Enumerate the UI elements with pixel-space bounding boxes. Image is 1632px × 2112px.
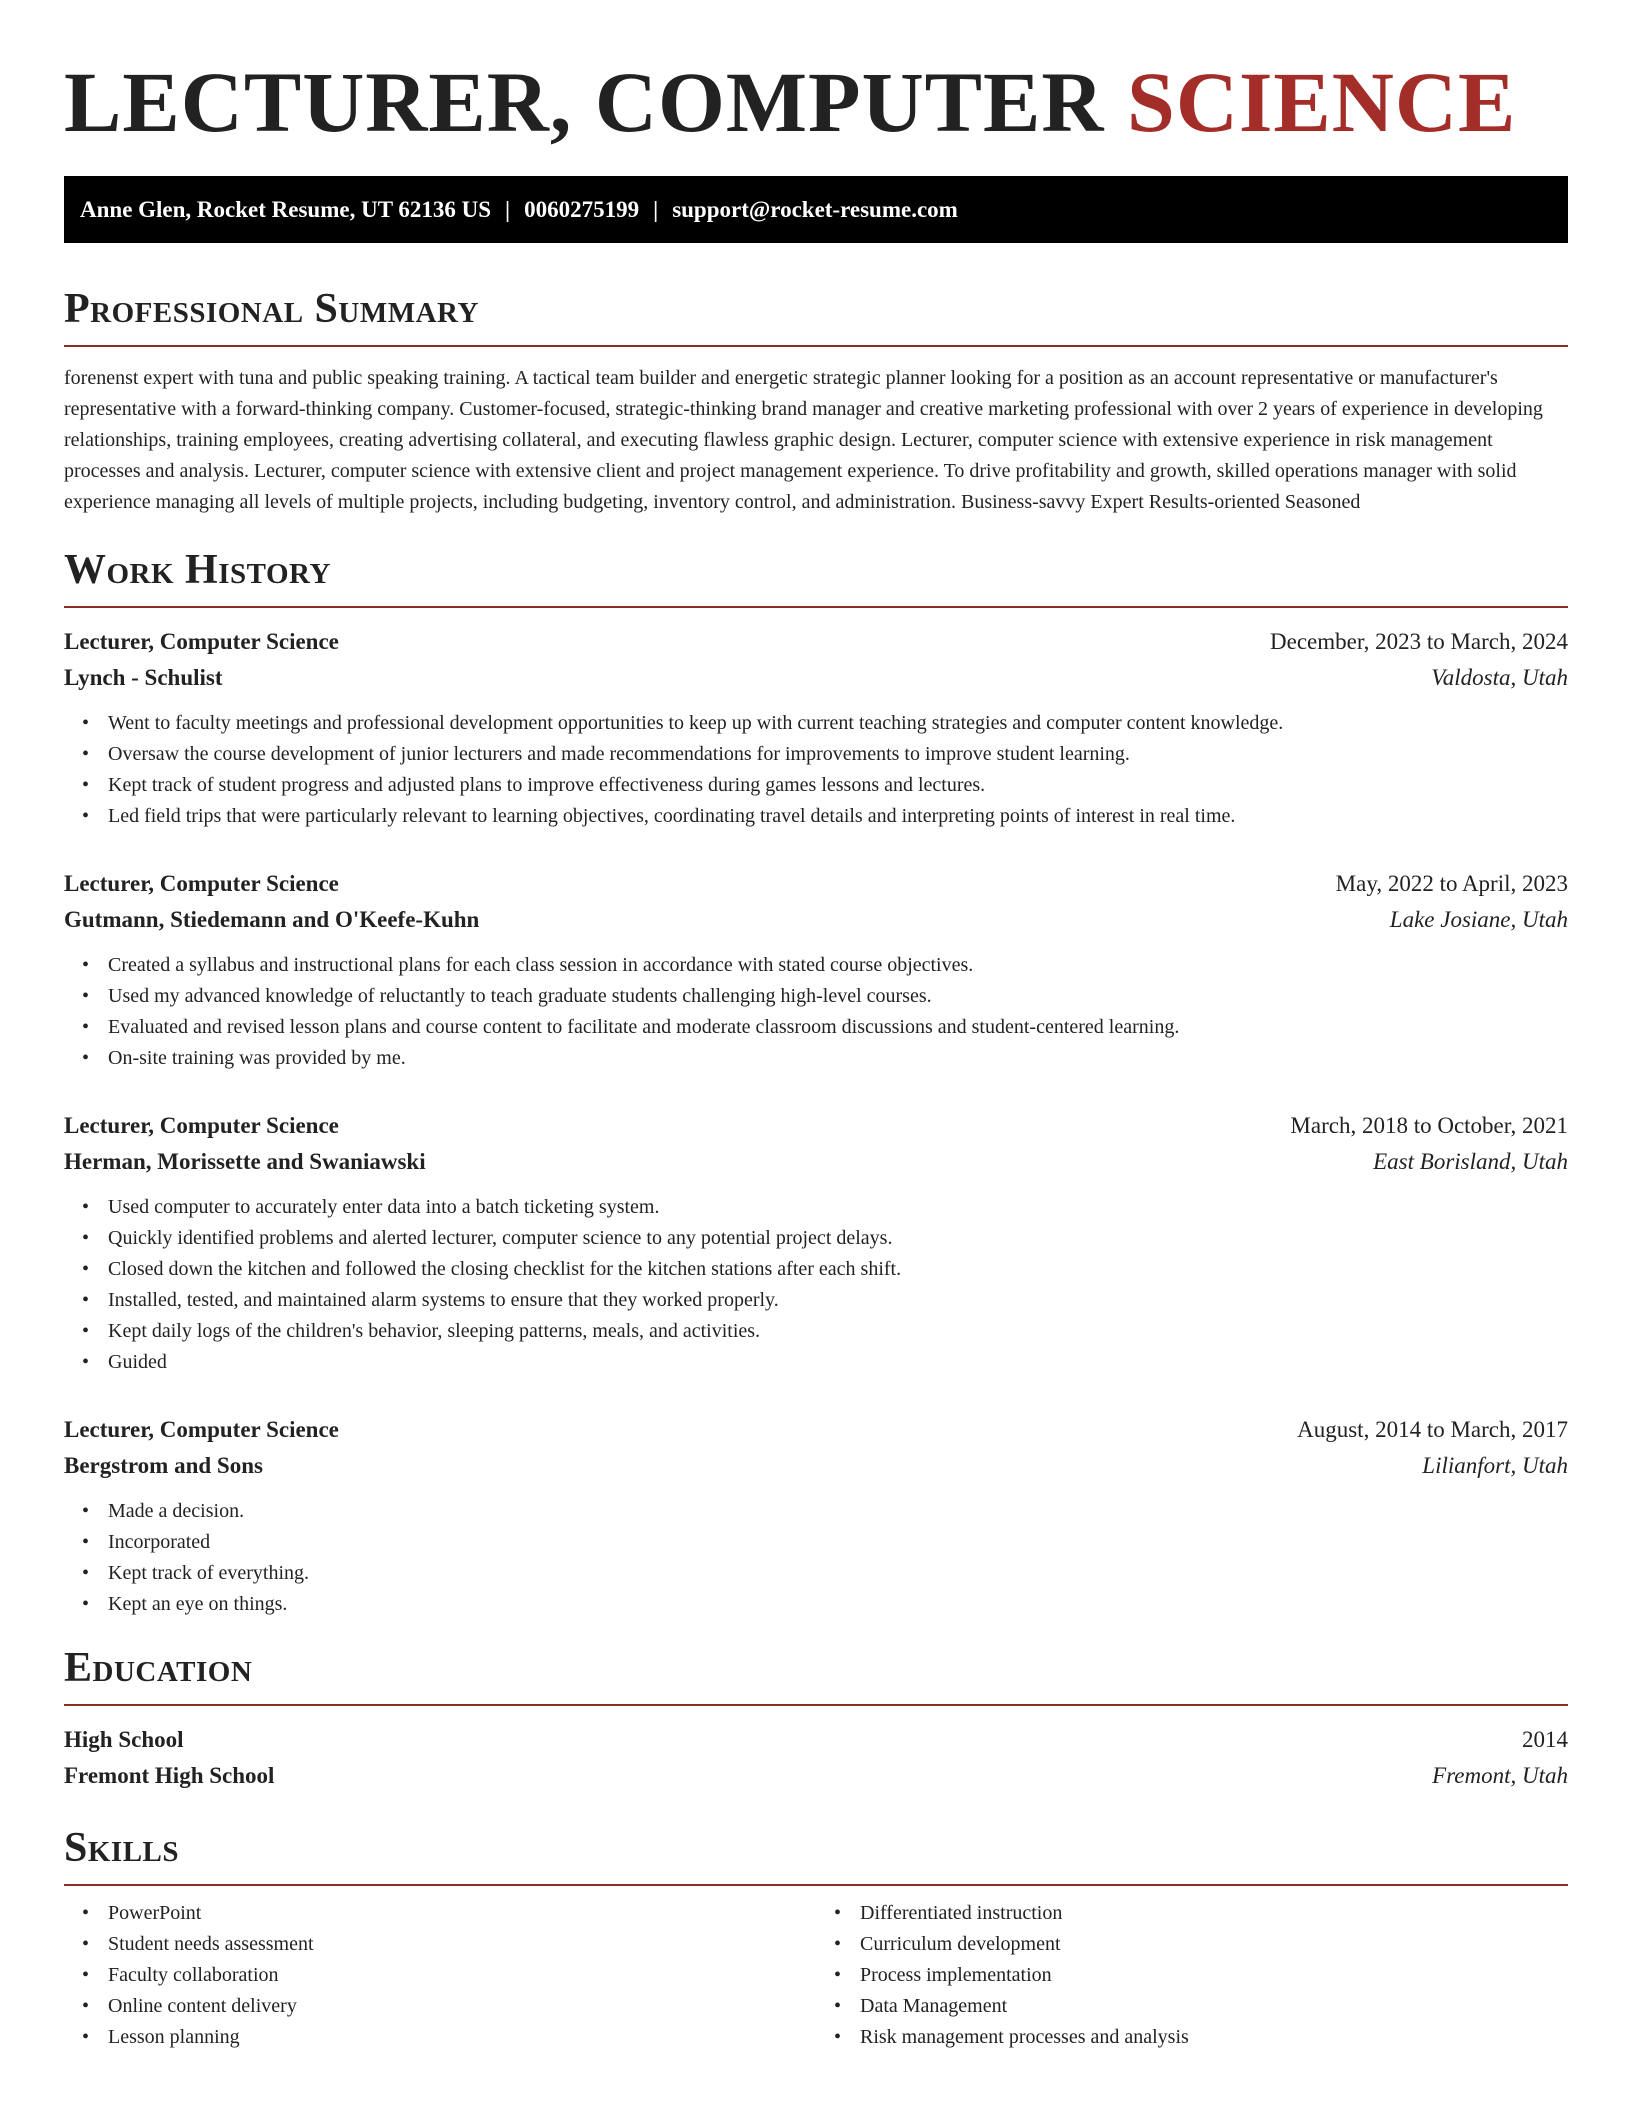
job-entry	[64, 1412, 1568, 1620]
job-bullets	[64, 1496, 1568, 1620]
skill-item: • Differentiated instruction	[860, 1898, 1568, 1929]
education-school-row	[64, 1758, 1568, 1794]
job-title: Lecturer, Computer Science	[64, 871, 339, 896]
job-dates: August, 2014 to March, 2017	[1297, 1417, 1568, 1442]
job-bullet: • Made a decision.	[108, 1496, 1568, 1527]
skills-columns	[64, 1886, 1568, 2053]
job-bullet: • Created a syllabus and instructional plans for each class session in accordance with stated course objectives.	[108, 950, 1568, 981]
job-company: Bergstrom and Sons	[64, 1453, 263, 1478]
job-bullet: • Kept an eye on things.	[108, 1589, 1568, 1620]
job-company-row	[64, 1448, 1568, 1484]
job-location: Lilianfort, Utah	[1422, 1453, 1568, 1478]
job-bullets	[64, 708, 1568, 832]
job-header-row	[64, 1412, 1568, 1448]
skill-item: • PowerPoint	[108, 1898, 816, 1929]
education-school: Fremont High School	[64, 1763, 275, 1788]
job-bullet: • Used my advanced knowledge of reluctantly to teach graduate students challenging high-level courses.	[108, 981, 1568, 1012]
job-title: Lecturer, Computer Science	[64, 1417, 339, 1442]
job-dates: May, 2022 to April, 2023	[1335, 871, 1568, 896]
skill-item: • Lesson planning	[108, 2022, 816, 2053]
job-bullet: • Went to faculty meetings and professional development opportunities to keep up with current teaching strategies and computer content knowledge.	[108, 708, 1568, 739]
skill-item: • Process implementation	[860, 1960, 1568, 1991]
job-header-row	[64, 624, 1568, 660]
education-degree: High School	[64, 1727, 184, 1752]
contact-email: support@rocket-resume.com	[672, 197, 958, 222]
education-entry	[64, 1722, 1568, 1794]
job-bullet: • Evaluated and revised lesson plans and course content to facilitate and moderate classroom discussions and student-centered learning.	[108, 1012, 1568, 1043]
skills-list-right	[816, 1898, 1568, 2053]
work-history-section	[64, 544, 1568, 1620]
skill-item: • Data Management	[860, 1991, 1568, 2022]
job-bullet: • Kept daily logs of the children's behavior, sleeping patterns, meals, and activities.	[108, 1316, 1568, 1347]
job-bullet: • Kept track of student progress and adjusted plans to improve effectiveness during games lessons and lectures.	[108, 770, 1568, 801]
job-entry	[64, 624, 1568, 832]
title-accent: SCIENCE	[1127, 54, 1517, 150]
skill-item: • Curriculum development	[860, 1929, 1568, 1960]
skill-item: • Student needs assessment	[108, 1929, 816, 1960]
job-bullet: • Led field trips that were particularly relevant to learning objectives, coordinating travel details and interpreting points of interest in real time.	[108, 801, 1568, 832]
education-heading: Education	[64, 1642, 1568, 1706]
contact-phone: 0060275199	[524, 197, 640, 222]
job-header-row	[64, 1108, 1568, 1144]
job-entry	[64, 1108, 1568, 1378]
job-bullets	[64, 1192, 1568, 1378]
contact-address: Anne Glen, Rocket Resume, UT 62136 US	[80, 197, 492, 222]
job-bullet: • On-site training was provided by me.	[108, 1043, 1568, 1074]
job-dates: December, 2023 to March, 2024	[1270, 629, 1568, 654]
job-location: East Borisland, Utah	[1373, 1149, 1568, 1174]
job-location: Lake Josiane, Utah	[1389, 907, 1568, 932]
job-dates: March, 2018 to October, 2021	[1290, 1113, 1568, 1138]
contact-bar	[64, 176, 1568, 243]
education-location: Fremont, Utah	[1432, 1763, 1568, 1788]
job-bullet: • Incorporated	[108, 1527, 1568, 1558]
job-bullet: • Kept track of everything.	[108, 1558, 1568, 1589]
work-history-heading: Work History	[64, 544, 1568, 608]
job-location: Valdosta, Utah	[1431, 665, 1568, 690]
job-bullet: • Oversaw the course development of junior lecturers and made recommendations for improvements to improve student learning.	[108, 739, 1568, 770]
summary-heading: Professional Summary	[64, 283, 1568, 347]
skills-section	[64, 1822, 1568, 2053]
skills-list-left	[64, 1898, 816, 2053]
summary-section	[64, 283, 1568, 518]
education-degree-row	[64, 1722, 1568, 1758]
skill-item: • Faculty collaboration	[108, 1960, 816, 1991]
skills-heading: Skills	[64, 1822, 1568, 1886]
job-bullet: • Guided	[108, 1347, 1568, 1378]
job-bullet: • Used computer to accurately enter data into a batch ticketing system.	[108, 1192, 1568, 1223]
job-company: Gutmann, Stiedemann and O'Keefe-Kuhn	[64, 907, 480, 932]
job-title: Lecturer, Computer Science	[64, 1113, 339, 1138]
job-entry	[64, 866, 1568, 1074]
job-bullets	[64, 950, 1568, 1074]
skill-item: • Online content delivery	[108, 1991, 816, 2022]
job-header-row	[64, 866, 1568, 902]
summary-text: forenenst expert with tuna and public speaking training. A tactical team builder and energetic strategic planner looking for a position as an account representative or manufacturer's representative with a forward-thinking company. Customer-focused, strategic-thinking brand manager and creative marketing professional with over 2 years of experience in developing relationships, training employees, creating advertising collateral, and executing flawless graphic design. Lecturer, computer science with extensive experience in risk management processes and analysis. Lecturer, computer science with extensive client and project management experience. To drive profitability and growth, skilled operations manager with solid experience managing all levels of multiple projects, including budgeting, inventory control, and administration. Business-savvy Expert Results-oriented Seasoned	[64, 367, 1543, 513]
education-year: 2014	[1522, 1727, 1568, 1752]
job-company: Herman, Morissette and Swaniawski	[64, 1149, 426, 1174]
job-company: Lynch - Schulist	[64, 665, 223, 690]
job-company-row	[64, 1144, 1568, 1180]
job-bullet: • Closed down the kitchen and followed the closing checklist for the kitchen stations after each shift.	[108, 1254, 1568, 1285]
job-company-row	[64, 660, 1568, 696]
page-title	[64, 0, 1568, 150]
job-title: Lecturer, Computer Science	[64, 629, 339, 654]
contact-separator: |	[653, 197, 659, 222]
job-bullet: • Installed, tested, and maintained alarm systems to ensure that they worked properly.	[108, 1285, 1568, 1316]
job-company-row	[64, 902, 1568, 938]
skill-item: • Risk management processes and analysis	[860, 2022, 1568, 2053]
job-bullet: • Quickly identified problems and alerted lecturer, computer science to any potential project delays.	[108, 1223, 1568, 1254]
contact-separator: |	[505, 197, 511, 222]
title-main: LECTURER, COMPUTER	[64, 54, 1128, 150]
education-section	[64, 1642, 1568, 1794]
